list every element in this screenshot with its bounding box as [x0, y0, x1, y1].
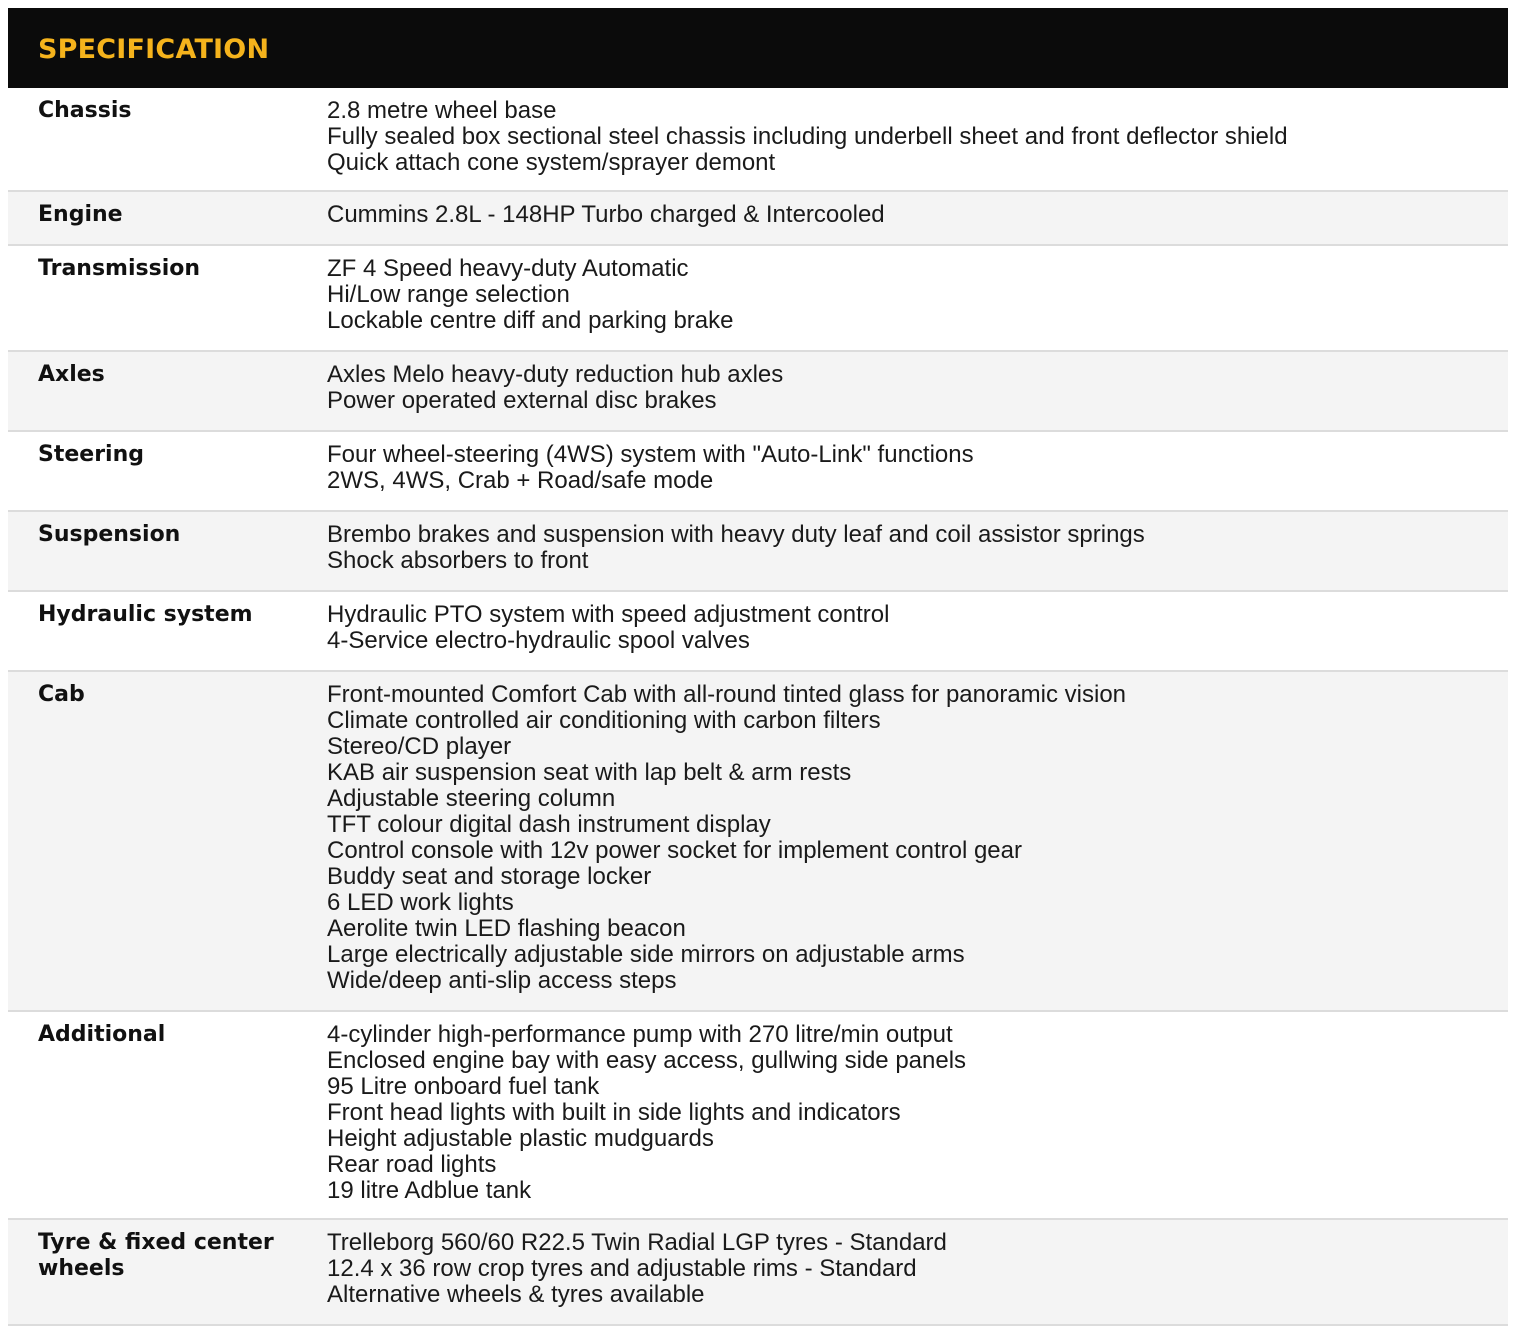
- spec-value-line: Four wheel-steering (4WS) system with "Auto-Link" functions: [327, 441, 974, 468]
- spec-value-line: Rear road lights: [327, 1151, 497, 1178]
- spec-value-line: Adjustable steering column: [327, 785, 616, 812]
- spec-row-label: Suspension: [38, 522, 181, 547]
- spec-value-line: Brembo brakes and suspension with heavy duty leaf and coil assistor springs: [327, 521, 1145, 548]
- spec-row: [8, 1220, 1508, 1326]
- spec-value-line: Shock absorbers to front: [327, 547, 589, 574]
- spec-value-line: Hydraulic PTO system with speed adjustment control: [327, 601, 890, 628]
- spec-row: [8, 192, 1508, 246]
- spec-value-line: 6 LED work lights: [327, 889, 514, 916]
- spec-value-line: Axles Melo heavy-duty reduction hub axles: [327, 361, 784, 388]
- spec-value-line: Hi/Low range selection: [327, 281, 570, 308]
- spec-value-line: 2WS, 4WS, Crab + Road/safe mode: [327, 467, 714, 494]
- spec-value-line: ZF 4 Speed heavy-duty Automatic: [327, 255, 689, 282]
- specification-table: [8, 8, 1508, 1326]
- spec-value-line: Control console with 12v power socket for implement control gear: [327, 837, 1022, 864]
- spec-value-line: 4-cylinder high-performance pump with 270 litre/min output: [327, 1021, 953, 1048]
- spec-row-label: Axles: [38, 362, 105, 387]
- spec-value-line: Climate controlled air conditioning with carbon filters: [327, 707, 881, 734]
- spec-row: [8, 432, 1508, 512]
- spec-value-line: Aerolite twin LED flashing beacon: [327, 915, 686, 942]
- spec-row-label: Engine: [38, 202, 123, 227]
- spec-row-label: Cab: [38, 682, 85, 707]
- spec-value-line: Alternative wheels & tyres available: [327, 1281, 705, 1308]
- specification-rows: [8, 88, 1508, 1326]
- spec-value-line: 4-Service electro-hydraulic spool valves: [327, 627, 750, 654]
- spec-value-line: Fully sealed box sectional steel chassis including underbell sheet and front deflector shield: [327, 123, 1288, 150]
- spec-value-line: 2.8 metre wheel base: [327, 97, 557, 124]
- spec-value-line: 12.4 x 36 row crop tyres and adjustable rims - Standard: [327, 1255, 917, 1282]
- spec-row: [8, 512, 1508, 592]
- spec-value-line: Quick attach cone system/sprayer demont: [327, 149, 776, 176]
- spec-row-values: [327, 202, 1508, 244]
- spec-row: [8, 246, 1508, 352]
- spec-value-line: Buddy seat and storage locker: [327, 863, 652, 890]
- spec-value-line: Wide/deep anti-slip access steps: [327, 967, 677, 994]
- spec-value-line: 95 Litre onboard fuel tank: [327, 1073, 600, 1100]
- specification-title: SPECIFICATION: [38, 33, 270, 65]
- spec-value-line: Lockable centre diff and parking brake: [327, 307, 734, 334]
- spec-value-line: Stereo/CD player: [327, 733, 512, 760]
- spec-row-label: Additional: [38, 1022, 166, 1047]
- spec-row-values: [327, 362, 1508, 430]
- spec-row-label: Transmission: [38, 256, 201, 281]
- spec-value-line: KAB air suspension seat with lap belt & arm rests: [327, 759, 852, 786]
- spec-row-values: [327, 602, 1508, 670]
- spec-value-line: 19 litre Adblue tank: [327, 1177, 532, 1204]
- spec-row-label: Tyre & fixed center wheels: [38, 1230, 274, 1281]
- spec-value-line: Trelleborg 560/60 R22.5 Twin Radial LGP tyres - Standard: [327, 1229, 947, 1256]
- spec-value-line: Large electrically adjustable side mirrors on adjustable arms: [327, 941, 965, 968]
- spec-value-line: Front-mounted Comfort Cab with all-round tinted glass for panoramic vision: [327, 681, 1127, 708]
- spec-row-label: Hydraulic system: [38, 602, 253, 627]
- spec-row-values: [327, 682, 1508, 1010]
- spec-row-label: Steering: [38, 442, 145, 467]
- spec-value-line: TFT colour digital dash instrument display: [327, 811, 771, 838]
- spec-row: [8, 1012, 1508, 1220]
- spec-value-line: Front head lights with built in side lights and indicators: [327, 1099, 901, 1126]
- spec-row-values: [327, 1230, 1508, 1324]
- spec-value-line: Cummins 2.8L - 148HP Turbo charged & Intercooled: [327, 201, 885, 228]
- spec-row-label: Chassis: [38, 98, 132, 123]
- spec-row-values: [327, 1022, 1508, 1218]
- spec-row-values: [327, 98, 1508, 190]
- spec-row-values: [327, 522, 1508, 590]
- spec-value-line: Height adjustable plastic mudguards: [327, 1125, 714, 1152]
- spec-row: [8, 88, 1508, 192]
- spec-row-values: [327, 442, 1508, 510]
- spec-row-values: [327, 256, 1508, 350]
- specification-header: [8, 8, 1508, 88]
- spec-value-line: Enclosed engine bay with easy access, gullwing side panels: [327, 1047, 967, 1074]
- spec-row: [8, 592, 1508, 672]
- spec-value-line: Power operated external disc brakes: [327, 387, 717, 414]
- spec-row: [8, 672, 1508, 1012]
- spec-row: [8, 352, 1508, 432]
